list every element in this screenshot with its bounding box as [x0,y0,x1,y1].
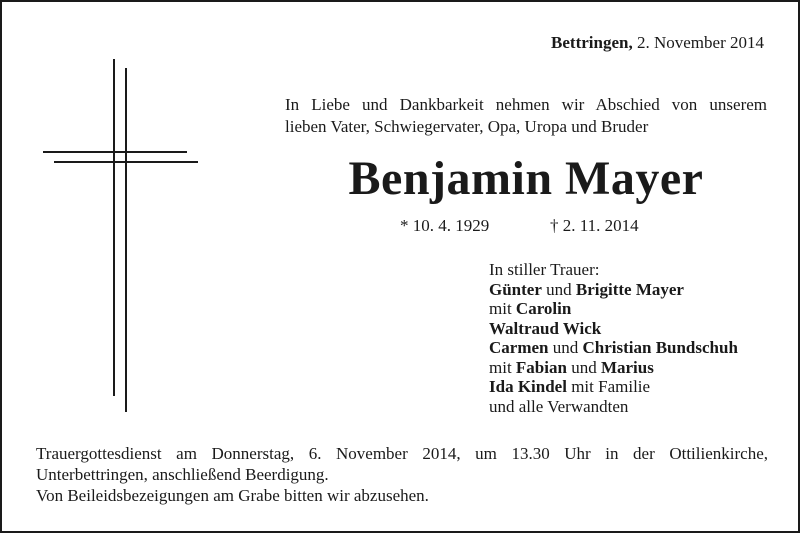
place: Bettringen, [551,33,633,52]
birth-date: * 10. 4. 1929 [400,216,490,235]
death-date: † 2. 11. 2014 [550,216,639,235]
notice-date: 2. November 2014 [636,33,764,52]
mourner-line: Günter und Brigitte Mayer [489,279,684,299]
deceased-name: Benjamin Mayer [348,152,704,205]
service-line-2: Unterbettringen, anschließend Beerdigung. [36,465,329,484]
service-info [36,443,768,506]
mourner-line: mit Carolin [489,299,572,318]
intro-line-2: lieben Vater, Schwiegervater, Opa, Uropa und Bruder [285,117,649,136]
intro-text [285,94,767,138]
mourner-line: Carmen und Christian Bundschuh [489,338,738,357]
mourners-list [489,260,738,416]
mourner-line: mit Fabian und Marius [489,357,654,377]
condolence-note: Von Beileidsbezeigungen am Grabe bitten wir abzusehen. [36,486,429,505]
service-line-1: Trauergottesdienst am Donnerstag, 6. November 2014, um 13.30 Uhr in der Ottilienkirche, [36,444,768,463]
mourner-line: Waltraud Wick [489,318,602,338]
mourner-line: Ida Kindel mit Familie [489,377,651,396]
intro-line-1: In Liebe und Dankbarkeit nehmen wir Abschied von unserem [285,95,767,114]
mourners-heading: In stiller Trauer: [489,260,600,279]
mourner-line: und alle Verwandten [489,396,629,416]
place-date [551,33,764,53]
